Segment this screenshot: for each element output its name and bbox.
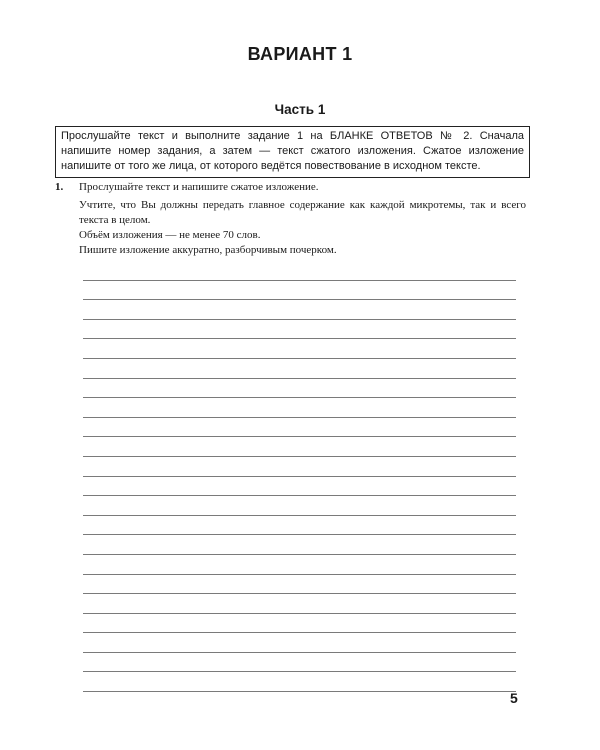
task-line: Прослушайте текст и напишите сжатое изложение.	[79, 181, 319, 193]
task-number: 1.	[55, 181, 64, 193]
answer-line	[83, 653, 516, 673]
variant-title: ВАРИАНТ 1	[247, 44, 353, 64]
answer-line	[83, 359, 516, 379]
task-line: Объём изложения — не менее 70 слов.	[79, 229, 261, 241]
answer-line	[83, 418, 516, 438]
task-line: Пишите изложение аккуратно, разборчивым почерком.	[79, 244, 337, 256]
answer-line	[83, 320, 516, 340]
task-1	[55, 180, 530, 258]
answer-line	[83, 261, 516, 281]
answer-line	[83, 300, 516, 320]
page-number: 5	[510, 690, 518, 706]
answer-line	[83, 496, 516, 516]
part-title: Часть 1	[274, 102, 326, 117]
task-line: Учтите, что Вы должны передать главное содержание как каждой микротемы, так и всего текста в целом.	[79, 199, 526, 226]
answer-line	[83, 672, 516, 692]
answer-line	[83, 516, 516, 536]
answer-line	[83, 555, 516, 575]
answer-line	[83, 339, 516, 359]
answer-line	[83, 594, 516, 614]
answer-line	[83, 437, 516, 457]
answer-line	[83, 535, 516, 555]
answer-line	[83, 457, 516, 477]
answer-line	[83, 575, 516, 595]
answer-line	[83, 477, 516, 497]
answer-line	[83, 633, 516, 653]
instruction-box	[55, 126, 530, 178]
instruction-text: Прослушайте текст и выполните задание 1 на БЛАНКЕ ОТВЕТОВ № 2. Сначала напишите номер задания, а затем — текст сжатого изложения. Сжатое изложение напишите от того же лица, от которого ведётся повествование в исходном тексте.	[61, 130, 524, 172]
answer-line	[83, 281, 516, 301]
answer-line	[83, 379, 516, 399]
answer-line	[83, 398, 516, 418]
answer-lines	[83, 261, 516, 692]
answer-line	[83, 614, 516, 634]
task-body	[79, 180, 526, 258]
